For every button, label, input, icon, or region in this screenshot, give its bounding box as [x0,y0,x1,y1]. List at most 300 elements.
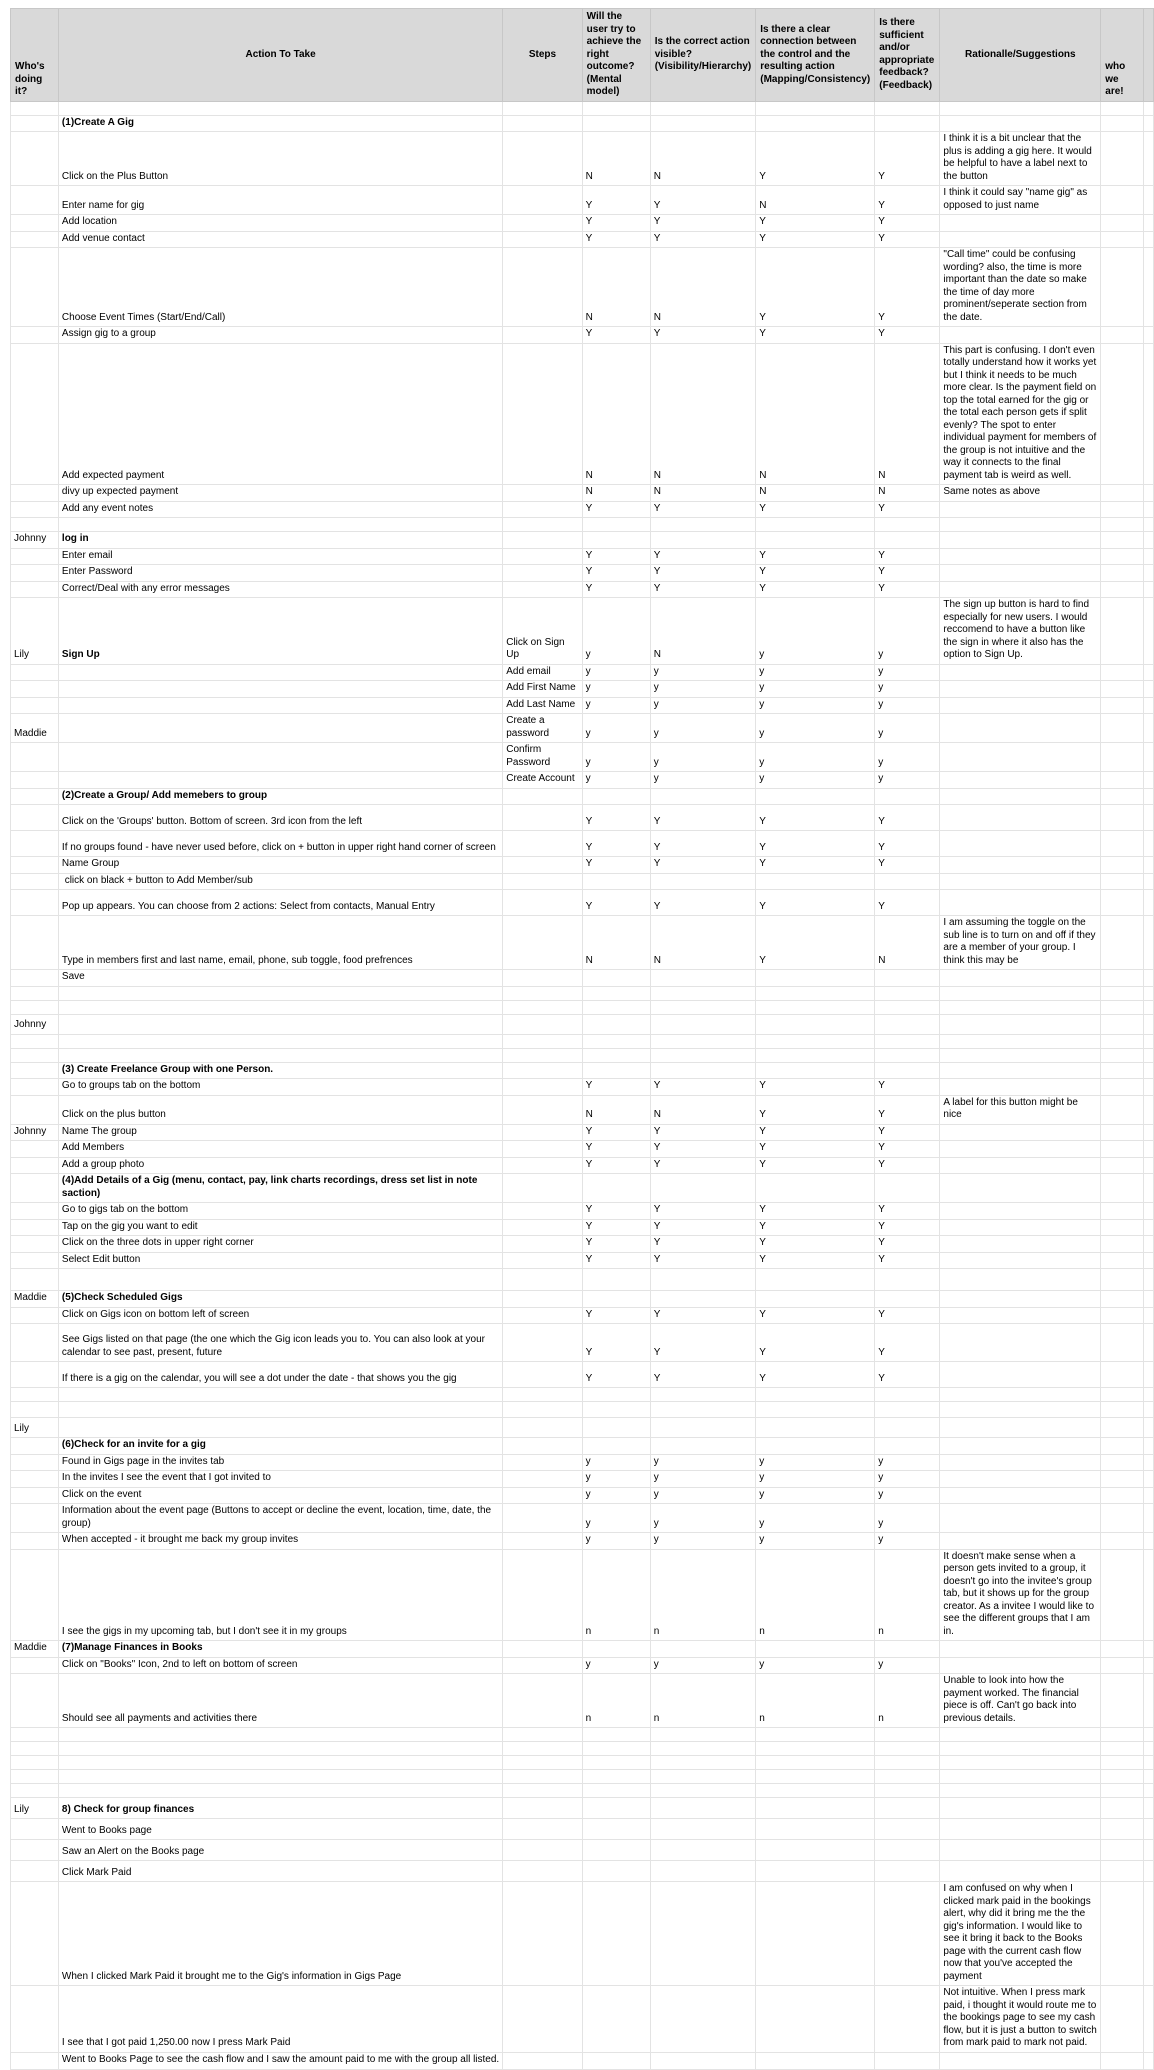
cell-who[interactable] [11,743,59,772]
cell-mapping[interactable]: Y [756,1362,875,1388]
cell-who-we-are[interactable] [1101,1840,1143,1861]
cell-steps[interactable] [503,805,582,831]
cell-extra[interactable] [1143,1236,1154,1253]
cell-steps[interactable] [503,1062,582,1079]
cell-action[interactable] [58,1418,502,1438]
cell-feedback[interactable] [875,532,940,549]
cell-feedback[interactable]: y [875,1487,940,1504]
cell-action[interactable]: In the invites I see the event that I got invited to [58,1471,502,1488]
cell-who-we-are[interactable] [1101,1798,1143,1819]
cell-visibility[interactable]: y [650,1454,756,1471]
cell-action[interactable]: If there is a gig on the calendar, you will see a dot under the date - that shows you the gig [58,1362,502,1388]
cell-mental-model[interactable] [582,518,650,532]
cell-mental-model[interactable]: Y [582,231,650,248]
cell-feedback[interactable] [875,1014,940,1034]
cell-rationale[interactable] [940,1141,1101,1158]
cell-action[interactable] [58,101,502,115]
cell-extra[interactable] [1143,1438,1154,1455]
cell-visibility[interactable]: y [650,1487,756,1504]
cell-feedback[interactable] [875,1840,940,1861]
cell-rationale[interactable] [940,743,1101,772]
cell-action[interactable] [58,1048,502,1062]
cell-who[interactable] [11,1095,59,1124]
cell-rationale[interactable] [940,1174,1101,1203]
cell-who-we-are[interactable] [1101,1157,1143,1174]
cell-action[interactable] [58,1034,502,1048]
cell-extra[interactable] [1143,1986,1154,2053]
cell-steps[interactable] [503,248,582,327]
cell-who-we-are[interactable] [1101,873,1143,890]
cell-mapping[interactable] [756,1819,875,1840]
cell-steps[interactable]: Click on Sign Up [503,598,582,665]
cell-who-we-are[interactable] [1101,1388,1143,1402]
cell-rationale[interactable]: I am confused on why when I clicked mark paid in the bookings alert, why did it bring me the the gig's information. I would like to see it bring it back to the Books page with the current cash flow now that you've accepted the payment [940,1882,1101,1986]
cell-mental-model[interactable]: y [582,664,650,681]
cell-feedback[interactable]: Y [875,248,940,327]
cell-visibility[interactable]: Y [650,1324,756,1362]
cell-extra[interactable] [1143,1000,1154,1014]
cell-mental-model[interactable] [582,873,650,890]
cell-feedback[interactable]: y [875,598,940,665]
cell-steps[interactable] [503,1079,582,1096]
cell-action[interactable]: Sign Up [58,598,502,665]
cell-action[interactable] [58,1388,502,1402]
cell-action[interactable]: When accepted - it brought me back my group invites [58,1533,502,1550]
cell-mental-model[interactable]: Y [582,1362,650,1388]
cell-mapping[interactable]: Y [756,501,875,518]
cell-mental-model[interactable] [582,1048,650,1062]
cell-steps[interactable] [503,1269,582,1291]
cell-extra[interactable] [1143,1840,1154,1861]
cell-rationale[interactable] [940,1157,1101,1174]
cell-mental-model[interactable] [582,1784,650,1798]
cell-who-we-are[interactable] [1101,916,1143,970]
cell-mapping[interactable]: n [756,1549,875,1641]
cell-extra[interactable] [1143,1034,1154,1048]
cell-mental-model[interactable]: Y [582,1236,650,1253]
cell-who-we-are[interactable] [1101,788,1143,805]
cell-visibility[interactable]: N [650,248,756,327]
cell-who[interactable]: Johnny [11,1014,59,1034]
cell-steps[interactable] [503,1203,582,1220]
cell-steps[interactable] [503,916,582,970]
cell-mapping[interactable]: Y [756,327,875,344]
cell-extra[interactable] [1143,532,1154,549]
cell-extra[interactable] [1143,101,1154,115]
cell-who[interactable] [11,697,59,714]
cell-feedback[interactable]: y [875,1657,940,1674]
cell-rationale[interactable] [940,1784,1101,1798]
cell-visibility[interactable] [650,2052,756,2069]
cell-steps[interactable] [503,890,582,916]
cell-feedback[interactable]: y [875,664,940,681]
cell-rationale[interactable] [940,1641,1101,1658]
cell-mapping[interactable]: Y [756,1157,875,1174]
cell-steps[interactable] [503,1048,582,1062]
cell-extra[interactable] [1143,1882,1154,1986]
cell-action[interactable]: Add expected payment [58,343,502,485]
cell-mental-model[interactable]: Y [582,831,650,857]
cell-who-we-are[interactable] [1101,231,1143,248]
cell-mental-model[interactable] [582,1986,650,2053]
cell-feedback[interactable]: Y [875,186,940,215]
cell-visibility[interactable]: y [650,772,756,789]
cell-who[interactable] [11,1362,59,1388]
cell-visibility[interactable] [650,788,756,805]
cell-steps[interactable] [503,1095,582,1124]
cell-rationale[interactable] [940,518,1101,532]
cell-extra[interactable] [1143,1219,1154,1236]
cell-who-we-are[interactable] [1101,970,1143,987]
cell-steps[interactable] [503,1236,582,1253]
cell-mapping[interactable] [756,1291,875,1308]
cell-action[interactable] [58,1000,502,1014]
cell-steps[interactable]: Confirm Password [503,743,582,772]
cell-feedback[interactable]: Y [875,581,940,598]
cell-rationale[interactable] [940,831,1101,857]
cell-rationale[interactable] [940,231,1101,248]
cell-extra[interactable] [1143,1062,1154,1079]
cell-steps[interactable] [503,1784,582,1798]
cell-feedback[interactable]: Y [875,1095,940,1124]
cell-steps[interactable] [503,501,582,518]
cell-who[interactable]: Maddie [11,714,59,743]
cell-extra[interactable] [1143,1657,1154,1674]
cell-mental-model[interactable]: Y [582,1252,650,1269]
cell-who-we-are[interactable] [1101,681,1143,698]
cell-feedback[interactable] [875,101,940,115]
cell-action[interactable]: Pop up appears. You can choose from 2 actions: Select from contacts, Manual Entry [58,890,502,916]
cell-rationale[interactable] [940,697,1101,714]
cell-mapping[interactable] [756,1402,875,1418]
cell-action[interactable]: Click on the three dots in upper right corner [58,1236,502,1253]
cell-action[interactable]: Found in Gigs page in the invites tab [58,1454,502,1471]
cell-who-we-are[interactable] [1101,714,1143,743]
cell-mapping[interactable] [756,1174,875,1203]
cell-visibility[interactable]: y [650,1533,756,1550]
cell-visibility[interactable]: N [650,598,756,665]
cell-feedback[interactable] [875,1048,940,1062]
cell-who-we-are[interactable] [1101,1454,1143,1471]
cell-action[interactable] [58,1014,502,1034]
cell-mental-model[interactable] [582,1014,650,1034]
cell-mental-model[interactable]: N [582,343,650,485]
cell-mapping[interactable]: Y [756,1124,875,1141]
cell-mapping[interactable]: y [756,1454,875,1471]
cell-action[interactable] [58,1784,502,1798]
cell-mental-model[interactable]: Y [582,186,650,215]
cell-who[interactable]: Maddie [11,1291,59,1308]
cell-who-we-are[interactable] [1101,1124,1143,1141]
cell-action[interactable] [58,681,502,698]
cell-who[interactable] [11,890,59,916]
cell-feedback[interactable]: y [875,681,940,698]
cell-extra[interactable] [1143,1402,1154,1418]
cell-rationale[interactable] [940,1203,1101,1220]
cell-extra[interactable] [1143,501,1154,518]
cell-action[interactable] [58,743,502,772]
cell-mapping[interactable] [756,1048,875,1062]
cell-mapping[interactable] [756,1388,875,1402]
cell-steps[interactable] [503,1034,582,1048]
cell-who-we-are[interactable] [1101,1062,1143,1079]
cell-who-we-are[interactable] [1101,1770,1143,1784]
cell-who-we-are[interactable] [1101,132,1143,186]
cell-extra[interactable] [1143,916,1154,970]
cell-who[interactable] [11,1203,59,1220]
cell-who[interactable] [11,248,59,327]
cell-action[interactable] [58,1742,502,1756]
cell-visibility[interactable] [650,1882,756,1986]
cell-action[interactable] [58,518,502,532]
cell-action[interactable]: If no groups found - have never used before, click on + button in upper right hand corner of screen [58,831,502,857]
cell-mental-model[interactable]: N [582,1095,650,1124]
cell-feedback[interactable]: Y [875,1157,940,1174]
cell-feedback[interactable] [875,1742,940,1756]
cell-rationale[interactable] [940,1402,1101,1418]
cell-extra[interactable] [1143,186,1154,215]
cell-action[interactable]: Click Mark Paid [58,1861,502,1882]
cell-who[interactable] [11,1324,59,1362]
cell-mapping[interactable]: y [756,743,875,772]
cell-extra[interactable] [1143,1471,1154,1488]
cell-visibility[interactable] [650,1756,756,1770]
cell-feedback[interactable]: Y [875,831,940,857]
cell-mapping[interactable]: y [756,714,875,743]
cell-mental-model[interactable] [582,1770,650,1784]
cell-feedback[interactable]: Y [875,548,940,565]
cell-feedback[interactable]: Y [875,1141,940,1158]
cell-who[interactable] [11,772,59,789]
cell-visibility[interactable]: Y [650,548,756,565]
cell-mental-model[interactable]: Y [582,565,650,582]
cell-who-we-are[interactable] [1101,664,1143,681]
cell-visibility[interactable]: Y [650,831,756,857]
cell-feedback[interactable]: Y [875,565,940,582]
cell-who[interactable] [11,1307,59,1324]
cell-who-we-are[interactable] [1101,1986,1143,2053]
cell-mental-model[interactable] [582,970,650,987]
cell-mental-model[interactable]: Y [582,327,650,344]
cell-who-we-are[interactable] [1101,1756,1143,1770]
cell-feedback[interactable]: y [875,697,940,714]
cell-mapping[interactable]: Y [756,231,875,248]
cell-steps[interactable] [503,873,582,890]
cell-feedback[interactable] [875,1784,940,1798]
cell-action[interactable]: click on black + button to Add Member/sub [58,873,502,890]
cell-visibility[interactable]: N [650,132,756,186]
cell-feedback[interactable] [875,1728,940,1742]
cell-mapping[interactable] [756,1438,875,1455]
cell-steps[interactable]: Add Last Name [503,697,582,714]
cell-visibility[interactable]: y [650,697,756,714]
cell-steps[interactable] [503,1362,582,1388]
cell-who-we-are[interactable] [1101,1861,1143,1882]
cell-extra[interactable] [1143,681,1154,698]
cell-who[interactable] [11,115,59,132]
cell-who-we-are[interactable] [1101,1504,1143,1533]
cell-visibility[interactable]: Y [650,581,756,598]
cell-mapping[interactable] [756,1784,875,1798]
cell-mental-model[interactable] [582,1034,650,1048]
cell-who[interactable] [11,1986,59,2053]
cell-visibility[interactable]: Y [650,186,756,215]
cell-feedback[interactable]: y [875,1471,940,1488]
cell-rationale[interactable] [940,1454,1101,1471]
cell-mapping[interactable]: Y [756,132,875,186]
cell-who-we-are[interactable] [1101,1784,1143,1798]
cell-steps[interactable] [503,1388,582,1402]
cell-steps[interactable] [503,343,582,485]
cell-feedback[interactable]: Y [875,1124,940,1141]
cell-mapping[interactable] [756,1034,875,1048]
cell-mental-model[interactable]: y [582,681,650,698]
cell-mapping[interactable] [756,101,875,115]
cell-mapping[interactable]: Y [756,1219,875,1236]
cell-extra[interactable] [1143,857,1154,874]
cell-who[interactable] [11,1438,59,1455]
cell-rationale[interactable] [940,664,1101,681]
cell-mental-model[interactable] [582,1438,650,1455]
cell-feedback[interactable] [875,115,940,132]
cell-feedback[interactable]: y [875,743,940,772]
cell-rationale[interactable]: A label for this button might be nice [940,1095,1101,1124]
cell-action[interactable] [58,986,502,1000]
cell-visibility[interactable]: Y [650,1362,756,1388]
cell-rationale[interactable]: It doesn't make sense when a person gets invited to a group, it doesn't go into the invitee's group tab, but it shows up for the group creator. As a invitee I would like to see the different groups that I am in. [940,1549,1101,1641]
cell-steps[interactable] [503,1728,582,1742]
cell-feedback[interactable] [875,1819,940,1840]
cell-mapping[interactable]: Y [756,857,875,874]
cell-visibility[interactable]: Y [650,1236,756,1253]
cell-mental-model[interactable]: n [582,1549,650,1641]
cell-who[interactable] [11,916,59,970]
cell-rationale[interactable] [940,1756,1101,1770]
cell-who-we-are[interactable] [1101,1657,1143,1674]
cell-who-we-are[interactable] [1101,343,1143,485]
cell-feedback[interactable]: Y [875,1219,940,1236]
cell-visibility[interactable] [650,1819,756,1840]
cell-who[interactable] [11,873,59,890]
cell-extra[interactable] [1143,1014,1154,1034]
cell-mental-model[interactable]: y [582,772,650,789]
cell-who-we-are[interactable] [1101,1000,1143,1014]
cell-feedback[interactable] [875,1986,940,2053]
cell-who-we-are[interactable] [1101,1291,1143,1308]
cell-who-we-are[interactable] [1101,986,1143,1000]
cell-action[interactable]: Went to Books page [58,1819,502,1840]
cell-mental-model[interactable] [582,2052,650,2069]
cell-action[interactable]: (5)Check Scheduled Gigs [58,1291,502,1308]
cell-rationale[interactable] [940,1742,1101,1756]
cell-rationale[interactable] [940,1504,1101,1533]
cell-who-we-are[interactable] [1101,1252,1143,1269]
cell-rationale[interactable] [940,970,1101,987]
cell-who[interactable] [11,857,59,874]
cell-mapping[interactable] [756,1798,875,1819]
cell-feedback[interactable]: Y [875,501,940,518]
cell-visibility[interactable]: Y [650,890,756,916]
cell-steps[interactable] [503,1471,582,1488]
cell-mental-model[interactable]: Y [582,1307,650,1324]
cell-who[interactable] [11,681,59,698]
cell-visibility[interactable] [650,1418,756,1438]
cell-rationale[interactable] [940,1219,1101,1236]
cell-steps[interactable] [503,1882,582,1986]
cell-visibility[interactable] [650,1291,756,1308]
cell-visibility[interactable]: N [650,916,756,970]
cell-extra[interactable] [1143,1798,1154,1819]
cell-mapping[interactable]: Y [756,581,875,598]
cell-mental-model[interactable]: y [582,743,650,772]
cell-steps[interactable] [503,1533,582,1550]
cell-rationale[interactable] [940,1079,1101,1096]
cell-extra[interactable] [1143,1324,1154,1362]
cell-action[interactable]: (6)Check for an invite for a gig [58,1438,502,1455]
cell-visibility[interactable]: Y [650,1252,756,1269]
cell-visibility[interactable]: N [650,343,756,485]
cell-feedback[interactable] [875,873,940,890]
cell-steps[interactable] [503,1861,582,1882]
cell-who[interactable] [11,101,59,115]
cell-extra[interactable] [1143,215,1154,232]
cell-action[interactable]: I see the gigs in my upcoming tab, but I don't see it in my groups [58,1549,502,1641]
cell-feedback[interactable] [875,1438,940,1455]
cell-feedback[interactable]: Y [875,1362,940,1388]
cell-extra[interactable] [1143,743,1154,772]
cell-rationale[interactable] [940,327,1101,344]
cell-mental-model[interactable] [582,1798,650,1819]
cell-visibility[interactable]: Y [650,1141,756,1158]
cell-mapping[interactable]: Y [756,805,875,831]
cell-visibility[interactable] [650,1986,756,2053]
cell-steps[interactable] [503,2052,582,2069]
cell-extra[interactable] [1143,248,1154,327]
cell-feedback[interactable]: Y [875,1307,940,1324]
cell-visibility[interactable] [650,986,756,1000]
cell-visibility[interactable] [650,1048,756,1062]
cell-extra[interactable] [1143,831,1154,857]
cell-action[interactable] [58,1770,502,1784]
cell-mental-model[interactable]: Y [582,581,650,598]
cell-extra[interactable] [1143,1269,1154,1291]
cell-visibility[interactable] [650,1269,756,1291]
cell-mental-model[interactable] [582,1062,650,1079]
cell-feedback[interactable]: Y [875,1324,940,1362]
cell-action[interactable]: Enter email [58,548,502,565]
cell-who[interactable] [11,501,59,518]
cell-mapping[interactable] [756,788,875,805]
cell-action[interactable]: Go to groups tab on the bottom [58,1079,502,1096]
cell-action[interactable]: Click on the Plus Button [58,132,502,186]
cell-extra[interactable] [1143,1487,1154,1504]
cell-steps[interactable] [503,1014,582,1034]
cell-who[interactable] [11,186,59,215]
cell-extra[interactable] [1143,970,1154,987]
cell-mental-model[interactable] [582,1388,650,1402]
cell-extra[interactable] [1143,598,1154,665]
cell-rationale[interactable] [940,1269,1101,1291]
cell-mental-model[interactable] [582,1402,650,1418]
cell-extra[interactable] [1143,1770,1154,1784]
cell-extra[interactable] [1143,1641,1154,1658]
cell-feedback[interactable]: Y [875,231,940,248]
cell-feedback[interactable]: Y [875,805,940,831]
cell-action[interactable]: Click on Gigs icon on bottom left of screen [58,1307,502,1324]
cell-visibility[interactable]: Y [650,1079,756,1096]
cell-feedback[interactable]: Y [875,890,940,916]
cell-rationale[interactable] [940,1657,1101,1674]
